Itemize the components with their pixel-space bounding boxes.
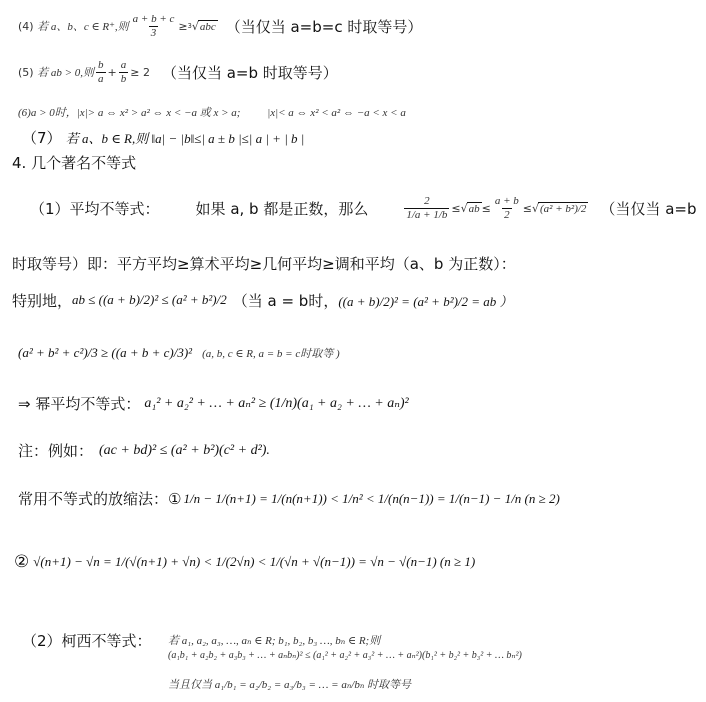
line-4-frac-num: a + b + c: [132, 12, 175, 25]
line-4-root-index: 3: [187, 22, 192, 30]
mean-cmp-3: ≤: [522, 201, 532, 215]
line-4: (4) 若 a、b、c ∈ R⁺,则 $\frac{a + b + c}{3}$ ≥ 3 √ abc （当仅当 a=b=c 时取等号）: [18, 12, 423, 39]
harmonic-num: 2: [424, 194, 430, 207]
line-7-text: 若 a、b ∈ R,则 ‖a| − |b‖≤| a ± b |≤| a | + | b |: [65, 131, 305, 146]
arithmetic-num: a + b: [494, 194, 519, 207]
three-condition: (a, b, c ∈ R, a = b = c时取等 ): [202, 348, 340, 360]
scaling-1-label: 常用不等式的放缩法：①: [18, 490, 182, 508]
mean-cmp-1: ≤: [451, 201, 461, 215]
quadratic-mean: (a² + b²)/2: [540, 202, 587, 215]
section-4-title: 4. 几个著名不等式: [12, 154, 137, 172]
line-4-pre: 若 a、b、c ∈ R⁺,则: [37, 21, 129, 33]
arithmetic-den: 2: [504, 208, 510, 221]
line-4-frac: [131, 13, 177, 39]
line-7-num: （7）: [22, 129, 62, 147]
arithmetic-mean: [493, 195, 521, 221]
mean-note-2: 时取等号）即：平方平均≥算术平均≥几何平均≥调和平均（a、b 为正数）：: [12, 255, 516, 273]
line-6-text2: |x|< a ⇔ x² < a² ⇔ −a < x < a: [267, 107, 406, 119]
mean-condition: 如果 a, b 都是正数，那么: [195, 199, 369, 218]
line-4-note: （当仅当 a=b=c 时取等号）: [225, 17, 423, 36]
line-5-frac2-num: a: [120, 58, 127, 71]
three-variable: [18, 338, 340, 368]
scaling-2-expr: √(n+1) − √n = 1/(√(n+1) + √n) < 1/(2√n) < 1/(√n + √(n−1)) = √n − √(n−1) (n ≥ 1): [33, 554, 476, 569]
line-4-frac-den: 3: [150, 26, 157, 39]
line-5-frac2-den: b: [120, 72, 127, 85]
line-5-frac2: [119, 59, 129, 85]
scaling-1: [18, 488, 560, 509]
power-label: ⇒ 幂平均不等式：: [18, 394, 141, 413]
example-label: 注：例如：: [18, 442, 94, 460]
scaling-2-label: ②: [14, 552, 30, 572]
mean-inequality: （1）平均不等式： 如果 a, b 都是正数，那么 $\frac{2}{1/a + 1/b}$ ≤ √ ab ≤ $\frac{a + b}{2}$ ≤ √ (a² + b²)/2 （当仅当 a=b: [30, 194, 697, 221]
cauchy-line-3: 当且仅当 a₁/b₁ = a₂/b₂ = a₃/b₃ = … = aₙ/bₙ 时取等号: [168, 679, 412, 691]
line-4-num: (4): [18, 19, 34, 33]
line-5-plus: +: [107, 65, 117, 79]
special-label: 特别地，: [12, 291, 73, 310]
cauchy-line-2: (a₁b₁ + a₂b₂ + a₃b₃ + … + aₙbₙ)² ≤ (a₁² + a₂² + a₃² + … + aₙ²)(b₁² + b₂² + b₃² + … bₙ²): [168, 650, 522, 661]
power-mean: [18, 388, 409, 418]
harmonic-mean: [404, 195, 449, 221]
harmonic-den: 1/a + 1/b: [406, 208, 448, 221]
line-5-note: （当仅当 a=b 时取等号）: [161, 63, 338, 82]
mean-label: （1）平均不等式：: [30, 199, 160, 218]
special-expr-2: ((a + b)/2)² = (a² + b²)/2 = ab ）: [338, 293, 513, 309]
line-5: [18, 52, 338, 92]
line-6-text1: (6)a > 0时，|x|> a ⇔ x² > a² ⇔ x < −a 或 x > a;: [18, 107, 241, 119]
line-6: [18, 104, 406, 120]
line-5-frac1: [96, 59, 106, 85]
example-expr: (ac + bd)² ≤ (a² + b²)(c² + d²).: [99, 442, 270, 458]
special-case: [12, 282, 513, 318]
cauchy-line-1: 若 a₁, a₂, a₃, …, aₙ ∈ R; b₁, b₂, b₃ …, bₙ ∈ R;则: [168, 635, 381, 647]
line-4-radicand: abc: [199, 20, 216, 33]
line-5-frac1-den: a: [98, 72, 104, 85]
line-5-pre: 若 ab > 0,则: [37, 67, 95, 79]
line-5-cmp: ≥ 2: [130, 65, 150, 79]
line-7: [22, 127, 304, 148]
line-4-cmp: ≥: [178, 19, 188, 33]
mean-note-1: （当仅当 a=b: [600, 199, 697, 218]
cauchy-label: （2）柯西不等式：: [22, 632, 152, 650]
line-5-frac1-num: b: [98, 58, 104, 71]
scaling-2: [14, 552, 475, 572]
special-expr-1: ab ≤ ((a + b)/2)² ≤ (a² + b²)/2: [72, 292, 227, 307]
geometric-mean: ab: [468, 202, 480, 215]
mean-cmp-2: ≤: [481, 201, 491, 215]
special-mid: （当 a = b时，: [232, 291, 339, 310]
scaling-1-expr: 1/n − 1/(n+1) = 1/(n(n+1)) < 1/n² < 1/(n(n−1)) = 1/(n−1) − 1/n (n ≥ 2): [183, 490, 560, 506]
three-expr: (a² + b² + c²)/3 ≥ ((a + b + c)/3)²: [18, 345, 193, 360]
line-5-num: (5): [18, 65, 34, 79]
power-expr: a₁² + a₂² + … + aₙ² ≥ (1/n)(a₁ + a₂ + … + aₙ)²: [144, 395, 409, 411]
example: [18, 440, 270, 461]
